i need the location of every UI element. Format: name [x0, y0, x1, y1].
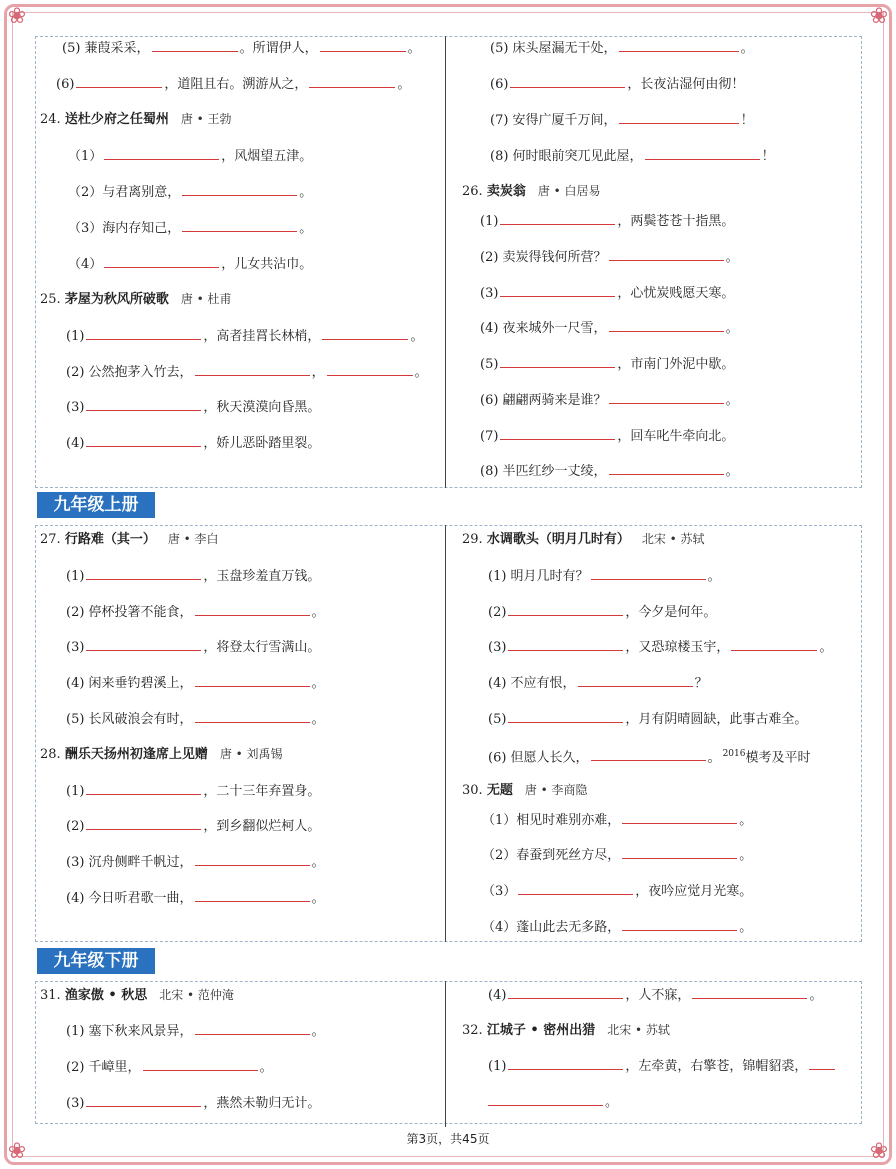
q26-item-6: (6) 翩翩两骑来是谁？ 。	[480, 393, 739, 408]
q25-item-3: (3) ，秋天漠漠向昏黑。	[66, 400, 321, 415]
answer-blank[interactable]	[500, 284, 615, 297]
q29-item-1: (1) 明月几时有？ 。	[488, 569, 721, 584]
q29-item-3: (3) ，又恐琼楼玉宇， 。	[488, 640, 833, 655]
column-divider	[445, 36, 446, 488]
section-banner-grade9-lower: 九年级下册	[37, 948, 155, 974]
answer-blank[interactable]	[195, 363, 310, 376]
q26-item-1: (1) ，两鬓苍苍十指黑。	[480, 214, 735, 229]
q31-item-1: (1) 塞下秋来风景异， 。	[66, 1024, 325, 1039]
answer-blank[interactable]	[86, 398, 201, 411]
q24-item-4: （4） ，儿女共沾巾。	[68, 257, 313, 272]
q28-item-1: (1) ，二十三年弃置身。	[66, 784, 321, 799]
q31-title: 31. 渔家傲 • 秋思 北宋 • 范仲淹	[40, 988, 234, 1003]
exam-note-year: 2016	[722, 749, 746, 759]
answer-blank[interactable]	[622, 811, 737, 824]
answer-blank[interactable]	[619, 39, 739, 52]
q32-item-1: (1) ，左牵黄，右擎苍，锦帽貂裘，	[488, 1057, 837, 1076]
answer-blank[interactable]	[508, 986, 623, 999]
corner-ornament-icon: ❀	[869, 4, 889, 29]
q29-item-6: (6) 但愿人长久， 。 $^{2016}$模考及平时	[488, 749, 811, 766]
q29-item-4: (4) 不应有恨， ？	[488, 676, 708, 691]
column-divider	[445, 981, 446, 1127]
q26-item-4: (4) 夜来城外一尺雪， 。	[480, 321, 739, 336]
q31-item-2: (2) 千嶂里， 。	[66, 1060, 273, 1075]
answer-blank[interactable]	[591, 748, 706, 761]
page-number: 第3页，共45页	[406, 1132, 490, 1146]
answer-blank[interactable]	[195, 853, 310, 866]
q32-title: 32. 江城子 • 密州出猎 北宋 • 苏轼	[462, 1023, 670, 1038]
q26-item-8: (8) 半匹红纱一丈绫， 。	[480, 464, 739, 479]
exam-note: 模考及平时	[745, 750, 811, 766]
section-box-middle	[35, 525, 862, 942]
corner-ornament-icon: ❀	[869, 1139, 889, 1164]
answer-blank[interactable]	[195, 603, 310, 616]
q24-item-1: （1） ，风烟望五津。	[68, 149, 313, 164]
answer-blank[interactable]	[152, 39, 238, 52]
q25-item-7: (7) 安得广厦千万间， ！	[490, 113, 754, 128]
q28-item-2: (2) ，到乡翻似烂柯人。	[66, 819, 321, 834]
q25-item-2: (2) 公然抱茅入竹去， ， 。	[66, 365, 428, 380]
answer-blank[interactable]	[320, 39, 406, 52]
answer-blank[interactable]	[86, 782, 201, 795]
q32-item-1-continued: 。	[486, 1093, 618, 1112]
answer-blank[interactable]	[104, 255, 219, 268]
answer-blank[interactable]	[508, 603, 623, 616]
q27-item-2: (2) 停杯投箸不能食， 。	[66, 605, 325, 620]
answer-blank[interactable]	[104, 147, 219, 160]
q27-item-3: (3) ，将登太行雪满山。	[66, 640, 321, 655]
q24-title: 24. 送杜少府之任蜀州 唐 • 王勃	[40, 112, 232, 127]
answer-blank[interactable]	[86, 638, 201, 651]
answer-blank[interactable]	[609, 248, 724, 261]
answer-blank[interactable]	[195, 889, 310, 902]
q29-item-2: (2) ，今夕是何年。	[488, 605, 717, 620]
answer-blank[interactable]	[86, 327, 201, 340]
answer-blank[interactable]	[591, 567, 706, 580]
q25-item-1: (1) ，高者挂罥长林梢， 。	[66, 329, 424, 344]
answer-blank[interactable]	[86, 567, 201, 580]
q27-title: 27. 行路难（其一） 唐 • 李白	[40, 532, 219, 547]
answer-blank[interactable]	[609, 462, 724, 475]
answer-blank[interactable]	[622, 846, 737, 859]
q27-item-1: (1) ，玉盘珍羞直万钱。	[66, 569, 321, 584]
answer-blank[interactable]	[578, 674, 693, 687]
corner-ornament-icon: ❀	[7, 4, 27, 29]
q28-item-3: (3) 沉舟侧畔千帆过， 。	[66, 855, 325, 870]
answer-blank[interactable]	[809, 1057, 835, 1070]
q28-title: 28. 酬乐天扬州初逢席上见赠 唐 • 刘禹锡	[40, 747, 283, 762]
answer-blank[interactable]	[86, 1094, 201, 1107]
q25-title: 25. 茅屋为秋风所破歌 唐 • 杜甫	[40, 292, 232, 307]
answer-blank[interactable]	[327, 363, 413, 376]
q30-item-3: （3） ，夜吟应觉月光寒。	[482, 884, 753, 899]
q27-item-5: (5) 长风破浪会有时， 。	[66, 712, 325, 727]
q25-item-4: (4) ，娇儿恶卧踏里裂。	[66, 436, 321, 451]
answer-blank[interactable]	[692, 986, 807, 999]
answer-blank[interactable]	[508, 710, 623, 723]
answer-blank[interactable]	[508, 638, 623, 651]
answer-blank[interactable]	[195, 1022, 310, 1035]
answer-blank[interactable]	[622, 918, 737, 931]
answer-blank[interactable]	[500, 355, 615, 368]
answer-blank[interactable]	[195, 674, 310, 687]
q28-item-4: (4) 今日听君歌一曲， 。	[66, 891, 325, 906]
q25-item-5: (5) 床头屋漏无干处， 。	[490, 41, 754, 56]
q23-item-5: (5) 蒹葭采采， 。所谓伊人， 。	[62, 41, 421, 56]
answer-blank[interactable]	[86, 434, 201, 447]
q30-item-1: （1）相见时难别亦难， 。	[482, 813, 753, 828]
q27-item-4: (4) 闲来垂钓碧溪上， 。	[66, 676, 325, 691]
q26-item-7: (7) ，回车叱牛牵向北。	[480, 429, 735, 444]
q26-item-2: (2) 卖炭得钱何所营？ 。	[480, 250, 739, 265]
q24-item-3: （3）海内存知己， 。	[68, 221, 313, 236]
answer-blank[interactable]	[508, 1057, 623, 1070]
q31-item-3: (3) ，燕然未勒归无计。	[66, 1096, 321, 1111]
answer-blank[interactable]	[488, 1093, 603, 1106]
answer-blank[interactable]	[182, 219, 297, 232]
q26-title: 26. 卖炭翁 唐 • 白居易	[462, 184, 601, 199]
answer-blank[interactable]	[195, 710, 310, 723]
answer-blank[interactable]	[500, 212, 615, 225]
q24-item-2: （2）与君离别意， 。	[68, 185, 313, 200]
q29-title: 29. 水调歌头（明月几时有） 北宋 • 苏轼	[462, 532, 705, 547]
column-divider	[445, 525, 446, 942]
q30-title: 30. 无题 唐 • 李商隐	[462, 783, 588, 798]
answer-blank[interactable]	[500, 427, 615, 440]
q30-item-2: （2）春蚕到死丝方尽， 。	[482, 848, 753, 863]
answer-blank[interactable]	[322, 327, 408, 340]
answer-blank[interactable]	[510, 75, 625, 88]
q31-item-4: (4) ，人不寐， 。	[488, 988, 823, 1003]
answer-blank[interactable]	[76, 75, 162, 88]
q25-item-6: (6) ，长夜沾湿何由彻！	[490, 77, 745, 92]
answer-blank[interactable]	[645, 147, 760, 160]
answer-blank[interactable]	[143, 1058, 258, 1071]
answer-blank[interactable]	[609, 319, 724, 332]
answer-blank[interactable]	[518, 882, 633, 895]
answer-blank[interactable]	[309, 75, 395, 88]
corner-ornament-icon: ❀	[7, 1139, 27, 1164]
answer-blank[interactable]	[619, 111, 739, 124]
q26-item-5: (5) ，市南门外泥中歇。	[480, 357, 735, 372]
answer-blank[interactable]	[731, 638, 817, 651]
q29-item-5: (5) ，月有阴晴圆缺，此事古难全。	[488, 712, 808, 727]
answer-blank[interactable]	[182, 183, 297, 196]
q25-item-8: (8) 何时眼前突兀见此屋， ！	[490, 149, 775, 164]
q26-item-3: (3) ，心忧炭贱愿天寒。	[480, 286, 735, 301]
answer-blank[interactable]	[86, 817, 201, 830]
q30-item-4: （4）蓬山此去无多路， 。	[482, 920, 753, 935]
answer-blank[interactable]	[609, 391, 724, 404]
q23-item-6: (6) ，道阻且右。溯游从之， 。	[56, 77, 411, 92]
section-banner-grade9-upper: 九年级上册	[37, 492, 155, 518]
